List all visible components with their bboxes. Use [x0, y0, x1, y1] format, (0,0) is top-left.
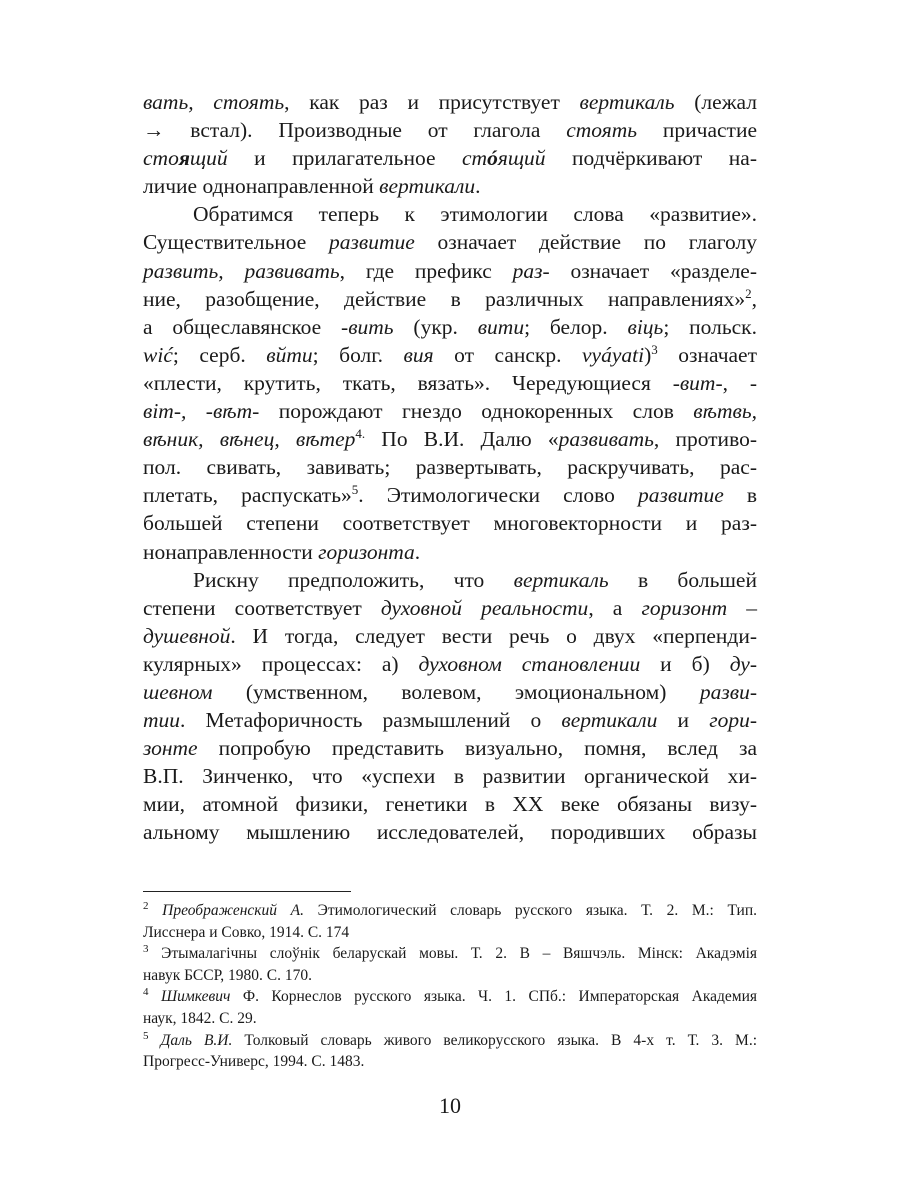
footnote-number: 2: [143, 899, 149, 912]
footnote-line: $^5$ Даль В.И. Толковый словарь живого великорусского языка. В 4-х т. Т. 3. М.:: [143, 1029, 757, 1049]
footnote-separator: [143, 891, 351, 892]
text-line: зонте попробую представить визуально, помня, вслед за: [143, 736, 757, 761]
text-line: ние, разобщение, действие в различных направлениях»$^2$,: [143, 285, 757, 311]
text-line: шевном (умственном, волевом, эмоциональном) разви-: [143, 679, 757, 704]
paragraph: [143, 200, 757, 565]
text-line: В.П. Зинченко, что «успехи в развитии органической хи-: [143, 764, 757, 789]
main-text: [143, 88, 757, 847]
text-line: кулярных» процессах: а) духовном становлении и б) ду-: [143, 651, 757, 676]
footnote-number: 3: [143, 943, 149, 956]
text-line: мии, атомной физики, генетики в XX веке обязаны визу-: [143, 792, 757, 817]
footnote-line: Прогресс-Универс, 1994. С. 1483.: [143, 1053, 365, 1071]
footnote: [143, 986, 757, 1029]
paragraph: [143, 566, 757, 847]
footnote-number: 5: [143, 1029, 149, 1042]
footnote: [143, 900, 757, 943]
text-line: степени соответствует духовной реальности, а горизонт –: [143, 595, 758, 620]
footnote-number: 4: [143, 986, 149, 999]
text-line: а общеславянское -вить (укр. вити; белор. віць; польск.: [143, 314, 758, 339]
footnote-line: $^3$ Этымалагічны слоўнік беларускай мовы. Т. 2. В – Вяшчэль. Мінск: Акадэмія: [143, 943, 758, 963]
footnote-line: $^2$ Преображенский А. Этимологический словарь русского языка. Т. 2. М.: Тип.: [143, 899, 758, 919]
footnote: [143, 943, 757, 986]
footnote-ref: 2: [745, 285, 752, 301]
footnote-ref: 4.: [355, 425, 366, 441]
text-line: альному мышлению исследователей, породивших образы: [143, 820, 757, 845]
text-line: плетать, распускать»$^5$. Этимологически слово развитие в: [143, 482, 757, 508]
text-line: Обратимся теперь к этимологии слова «развитие».: [193, 202, 757, 227]
footnote-ref: 5: [351, 482, 359, 498]
footnote-line: Лисснера и Совко, 1914. С. 174: [143, 923, 350, 941]
text-line: нонаправленности горизонта.: [143, 539, 421, 564]
footnotes: [143, 900, 757, 1073]
text-line: → встал). Производные от глагола стоять причастие: [143, 118, 757, 143]
text-line: пол. свивать, завивать; развертывать, раскручивать, рас-: [143, 455, 757, 480]
text-line: развить, развивать, где префикс раз- означает «разделе-: [143, 258, 758, 283]
footnote-line: наук, 1842. С. 29.: [143, 1009, 257, 1027]
text-line: віт-, -вѣт- порождают гнездо однокоренных слов вѣтвь,: [143, 399, 757, 424]
text-line: вать, стоять, как раз и присутствует вертикаль (лежал: [143, 90, 758, 114]
text-line: Существительное развитие означает действие по глаголу: [143, 230, 757, 255]
text-line: «плести, крутить, ткать, вязать». Чередующиеся -вит-, -: [143, 370, 757, 395]
footnote-line: навук БССР, 1980. С. 170.: [143, 966, 312, 984]
text-line: Рискну предположить, что вертикаль в большей: [193, 567, 757, 592]
page-number: 10: [439, 1093, 461, 1118]
text-line: вѣник, вѣнец, вѣтер$^{4.}$ По В.И. Далю «развивать, противо-: [143, 425, 757, 452]
footnote: [143, 1030, 757, 1073]
footnote-line: $^4$ Шимкевич Ф. Корнеслов русского языка. Ч. 1. СПб.: Императорская Академия: [143, 986, 758, 1006]
text-line: стоящий и прилагательное стóящий подчёркивают на-: [143, 146, 757, 171]
text-line: личие однонаправленной вертикали.: [143, 174, 481, 199]
paragraph: [143, 88, 757, 200]
text-line: тии. Метафоричность размышлений о вертикали и гори-: [143, 708, 757, 733]
footnote-ref: 3: [651, 341, 658, 357]
text-line: большей степени соответствует многовекторности и раз-: [143, 511, 757, 536]
text-line: wić; серб. вйти; болг. вия от санскр. vyáyati)$^3$ означает: [143, 341, 757, 367]
text-line: душевной. И тогда, следует вести речь о двух «перпенди-: [143, 623, 757, 648]
